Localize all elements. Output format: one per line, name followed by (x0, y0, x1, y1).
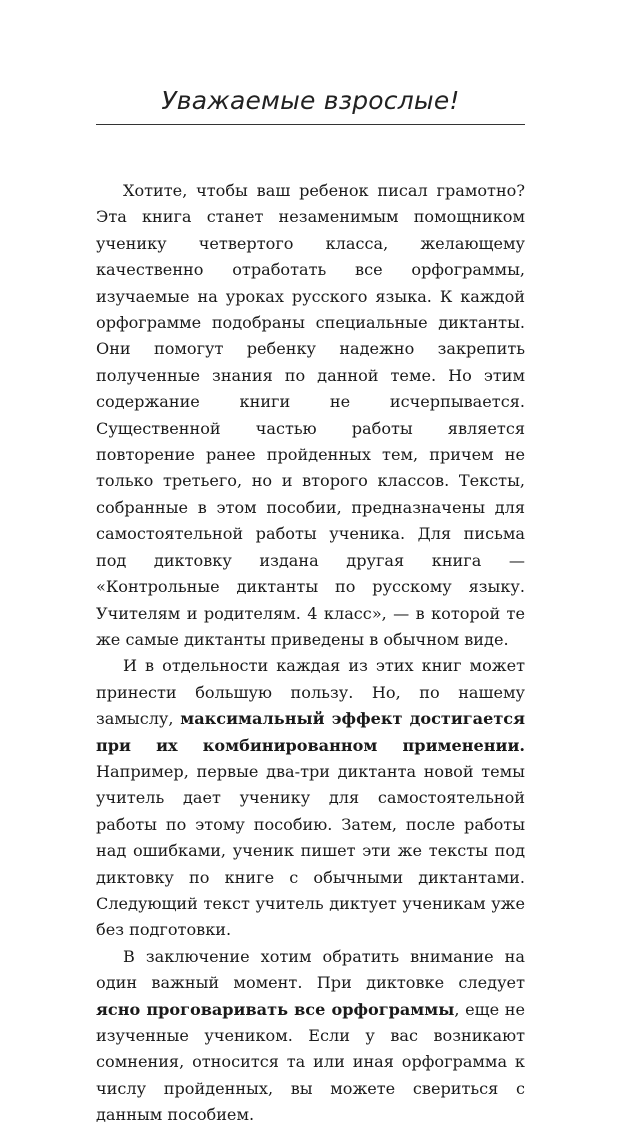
paragraph-3-text-end: , еще не изученные учеником. Если у вас возникают сомнения, относится та или иная орфограмма к числу пройденных, вы можете свериться с данным пособием. (96, 999, 525, 1125)
page-title: Уважаемые взрослые! (161, 86, 460, 115)
paragraph-2-text-start: И в отдельности каждая из этих книг может принести большую пользу. Но, по нашему замыслу, (96, 656, 525, 729)
paragraph-3 (96, 944, 525, 1129)
paragraph-2-emphasis: максимальный эффект достигается при их комбинированном применении. (96, 709, 525, 755)
paragraph-1 (96, 178, 525, 653)
paragraph-2 (96, 653, 525, 943)
body-text (96, 178, 525, 1129)
paragraph-3-emphasis: ясно проговаривать все орфограммы (96, 999, 455, 1019)
title-divider (96, 124, 525, 125)
paragraph-1-text: Хотите, чтобы ваш ребенок писал грамотно? Эта книга станет незаменимым помощником ученику четвертого класса, желающему качественно отработать все орфограммы, изучаемые на уроках русского языка. К каждой орфограмме подобраны специальные диктанты. Они помогут ребенку надежно закрепить полученные знания по данной теме. Но этим содержание книги не исчерпывается. Существенной частью работы является повторение ранее пройденных тем, причем не только третьего, но и второго классов. Тексты, собранные в этом пособии, предназначены для самостоятельной работы ученика. Для письма под диктовку издана другая книга — «Контрольные диктанты по русскому языку. Учителям и родителям. 4 класс», — в которой те же самые диктанты приведены в обычном виде. (96, 181, 525, 649)
paragraph-3-text-start: В заключение хотим обратить внимание на один важный момент. При диктовке следует (96, 946, 525, 993)
paragraph-2-text-end: Например, первые два-три диктанта новой темы учитель дает ученику для самостоятельной работы по этому пособию. Затем, после работы над ошибками, ученик пишет эти же тексты под диктовку по книге с обычными диктантами. Следующий текст учитель диктует ученикам уже без подготовки. (96, 761, 525, 940)
